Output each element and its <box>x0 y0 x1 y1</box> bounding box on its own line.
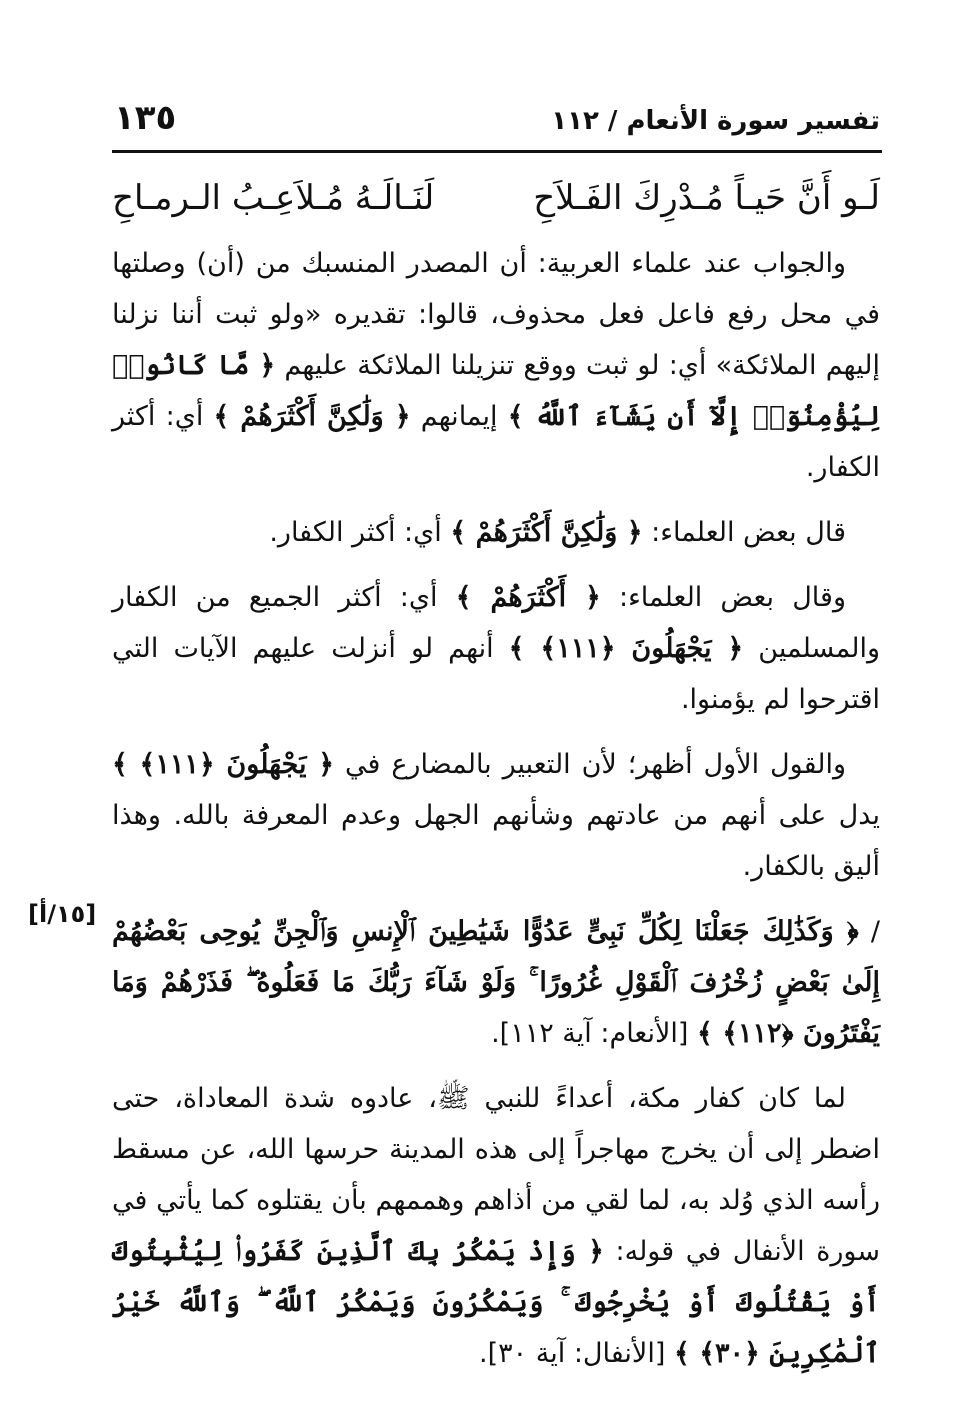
verse-citation: [الأنعام: آية ١١٢]. <box>491 1018 689 1049</box>
paragraph-text: أنهم لو أنزلت عليهم الآيات التي اقترحوا لم يؤمنوا. <box>112 633 880 715</box>
paragraph-3 <box>112 572 880 725</box>
paragraph-5 <box>112 906 880 1059</box>
running-title: تفسير سورة الأنعام / ١١٢ <box>551 106 880 136</box>
quran-quote: ﴿ وَلَٰكِنَّ أَكْثَرَهُمْ ﴾ <box>450 517 643 548</box>
manuscript-folio-reference: [١٥/أ] <box>28 900 97 928</box>
paragraph-text: أي: أكثر الكفار. <box>112 401 880 483</box>
page-number: ١٣٥ <box>114 98 177 138</box>
verse-citation: [الأنفال: آية ٣٠]. <box>479 1338 666 1369</box>
paragraph-text: يدل على أنهم من عادتهم وشأنهم الجهل وعدم المعرفة بالله. وهذا أليق بالكفار. <box>112 800 880 882</box>
paragraph-text: قال بعض العلماء: <box>642 517 846 548</box>
paragraph-text: والجواب عند علماء العربية: أن المصدر المنسبك من (أن) وصلتها في محل رفع فاعل فعل محذوف، قالوا: تقديره «ولو ثبت أننا نزلنا إليهم الملائكة» أي: لو ثبت ووقع تنزيلنا الملائكة عليهم <box>112 248 880 381</box>
paragraph-text: أي: أكثر الجميع من الكفار والمسلمين <box>112 582 880 664</box>
quran-quote: ﴿ وَلَٰكِنَّ أَكْثَرَهُمْ ﴾ <box>213 401 411 432</box>
paragraph-text: وقال بعض العلماء: <box>600 582 846 613</box>
header-divider <box>112 150 882 153</box>
quran-quote: ﴿ أَكْثَرَهُمْ ﴾ <box>455 582 601 613</box>
paragraph-4 <box>112 739 880 892</box>
poetry-verse <box>112 172 880 234</box>
paragraph-1 <box>112 238 880 493</box>
paragraph-2 <box>112 507 880 558</box>
paragraph-text: إيمانهم <box>410 401 498 432</box>
paragraph-text: أي: أكثر الكفار. <box>269 517 442 548</box>
quran-quote: ﴿ وَإِذْ يَمْكُرُ بِكَ ٱلَّذِينَ كَفَرُوا۟ لِيُثْبِتُوكَ أَوْ يَقْتُلُوكَ أَوْ يُخْرِجُوكَ ۚ وَيَمْكُرُونَ وَيَمْكُرُ ٱللَّهُ ۖ وَٱللَّهُ خَيْرُ ٱلْمَٰكِرِينَ ﴿٣٠﴾ ﴾ <box>112 1236 880 1369</box>
quran-quote: ﴿ يَجْهَلُونَ ﴿١١١﴾ ﴾ <box>112 749 335 780</box>
quran-quote: ﴿ يَجْهَلُونَ ﴿١١١﴾ ﴾ <box>508 633 744 664</box>
verse-first-hemistich: لَـو أَنَّ حَيـاً مُـدْرِكَ الفَـلاَحِ <box>533 178 880 218</box>
page-body <box>112 238 880 1393</box>
quran-verse-112: ﴿ وَكَذَٰلِكَ جَعَلْنَا لِكُلِّ نَبِىٍّ عَدُوًّا شَيَٰطِينَ ٱلْإِنسِ وَٱلْجِنِّ يُوحِى بَعْضُهُمْ إِلَىٰ بَعْضٍ زُخْرُفَ ٱلْقَوْلِ غُرُورًا ۚ وَلَوْ شَآءَ رَبُّكَ مَا فَعَلُوهُ ۖ فَذَرْهُمْ وَمَا يَفْتَرُونَ ﴿١١٢﴾ ﴾ <box>112 916 880 1049</box>
paragraph-text: / <box>858 916 880 947</box>
page-header <box>112 98 880 148</box>
verse-second-hemistich: لَنَـالَـهُ مُـلاَعِـبُ الـرمـاحِ <box>112 178 435 218</box>
paragraph-6 <box>112 1073 880 1379</box>
paragraph-text: والقول الأول أظهر؛ لأن التعبير بالمضارع في <box>334 749 847 780</box>
paragraph-text: لما كان كفار مكة، أعداءً للنبي ﷺ، عادوه شدة المعاداة، حتى اضطر إلى أن يخرج مهاجراً إلى هذه المدينة حرسها الله، عن مسقط رأسه الذي وُلد به، لما لقي من أذاهم وهممهم بأن يقتلوه كما يأتي في سورة الأنفال في قوله: <box>112 1083 880 1267</box>
quran-quote: ﴿ مَّا كَانُوا۟ لِيُؤْمِنُوٓا۟ إِلَّآ أَن يَشَآءَ ٱللَّهُ ﴾ <box>112 350 880 432</box>
